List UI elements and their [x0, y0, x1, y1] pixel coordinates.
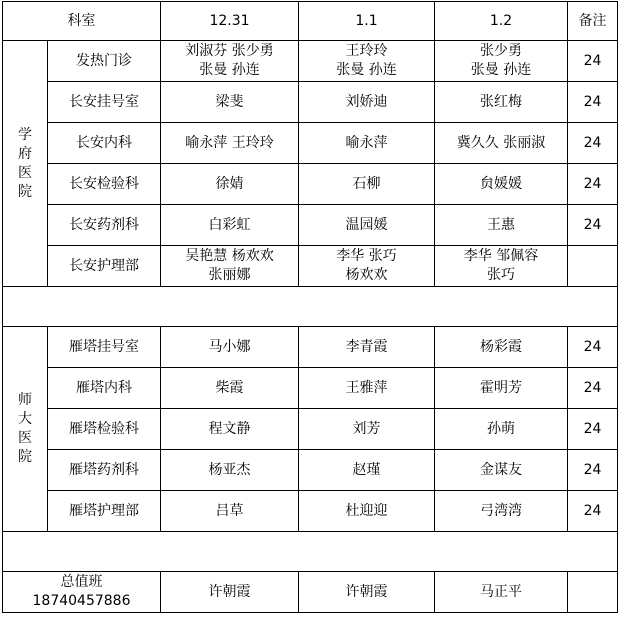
- staff-line: 杨欢欢: [345, 267, 388, 283]
- staff-line: 张红梅: [480, 93, 522, 110]
- duty-label: 总值班: [60, 574, 103, 590]
- staff-cell: [435, 246, 568, 287]
- staff-cell: [435, 450, 568, 491]
- hospital-char: 府: [18, 145, 32, 162]
- table-row: [3, 450, 618, 491]
- staff-cell: [299, 82, 435, 123]
- staff-cell: [435, 41, 568, 82]
- staff-cell: [161, 246, 299, 287]
- staff-line: 徐婧: [215, 175, 244, 192]
- note-cell: 24: [568, 409, 618, 450]
- staff-cell: [435, 205, 568, 246]
- duty-phone: 18740457886: [32, 593, 131, 609]
- staff-cell: [299, 205, 435, 246]
- dept-name: 长安检验科: [48, 164, 161, 205]
- staff-cell: [299, 409, 435, 450]
- staff-line: 温园媛: [345, 216, 388, 233]
- staff-cell: [435, 164, 568, 205]
- note-cell: 24: [568, 41, 618, 82]
- table-row: [3, 409, 618, 450]
- staff-cell: [161, 205, 299, 246]
- duty-staff-cell: 马正平: [435, 572, 568, 613]
- staff-cell: [435, 82, 568, 123]
- staff-cell: [299, 327, 435, 368]
- staff-line: 马小娜: [208, 338, 251, 355]
- header-row: [3, 2, 618, 41]
- hospital-char: 医: [18, 164, 32, 181]
- separator-row: [3, 287, 618, 327]
- staff-line: 冀久久 张丽淑: [456, 134, 546, 151]
- table-row: [3, 205, 618, 246]
- dept-name: 长安内科: [48, 123, 161, 164]
- staff-line: 杨亚杰: [208, 461, 251, 478]
- duty-row: [3, 572, 618, 613]
- staff-line: 王雅萍: [345, 379, 388, 396]
- staff-line: 李华 张巧: [336, 248, 397, 264]
- header-date: 1.1: [299, 2, 435, 41]
- hospital-char: 师: [18, 392, 32, 408]
- staff-cell: [435, 327, 568, 368]
- dept-name: 长安护理部: [48, 246, 161, 287]
- hospital-name: [3, 41, 48, 287]
- staff-cell: [161, 41, 299, 82]
- header-dept: 科室: [3, 2, 161, 41]
- staff-cell: [161, 164, 299, 205]
- staff-line: 霍明芳: [480, 379, 522, 396]
- staff-line: 张少勇: [480, 43, 522, 59]
- staff-line: 吴艳慧 杨欢欢: [185, 248, 274, 264]
- staff-line: 张丽娜: [208, 267, 251, 283]
- hospital-char: 大: [18, 411, 32, 427]
- staff-line: 石柳: [352, 175, 381, 192]
- dept-name: 长安药剂科: [48, 205, 161, 246]
- staff-cell: [161, 327, 299, 368]
- staff-line: 梁斐: [215, 93, 244, 110]
- hospital-char: 医: [18, 430, 32, 446]
- staff-line: 弓湾湾: [480, 502, 522, 519]
- staff-line: 王玲玲: [345, 43, 388, 59]
- note-cell: 24: [568, 450, 618, 491]
- dept-name: 雁塔挂号室: [48, 327, 161, 368]
- staff-line: 金谋友: [480, 461, 522, 478]
- header-date: 12.31: [161, 2, 299, 41]
- staff-cell: [435, 368, 568, 409]
- staff-line: 吕草: [215, 502, 244, 519]
- staff-cell: [161, 491, 299, 532]
- staff-line: 程文静: [208, 420, 251, 437]
- note-cell: 24: [568, 491, 618, 532]
- staff-cell: [161, 409, 299, 450]
- dept-name: 长安挂号室: [48, 82, 161, 123]
- hospital-char: 院: [18, 183, 32, 200]
- table-row: [3, 327, 618, 368]
- duty-staff-cell: 许朝霞: [161, 572, 299, 613]
- staff-line: 刘淑芬 张少勇: [185, 43, 274, 59]
- note-cell: 24: [568, 205, 618, 246]
- header-date: 1.2: [435, 2, 568, 41]
- separator-cell: [3, 532, 618, 572]
- staff-line: 王惠: [487, 216, 515, 233]
- duty-staff-cell: 许朝霞: [299, 572, 435, 613]
- note-cell: 24: [568, 164, 618, 205]
- staff-cell: [161, 123, 299, 164]
- separator-row: [3, 532, 618, 572]
- dept-name: 雁塔护理部: [48, 491, 161, 532]
- table-row: [3, 164, 618, 205]
- duty-note-cell: [568, 572, 618, 613]
- staff-line: 杨彩霞: [480, 338, 522, 355]
- note-cell: 24: [568, 82, 618, 123]
- staff-cell: [299, 450, 435, 491]
- staff-cell: [299, 164, 435, 205]
- staff-line: 喻永萍 王玲玲: [185, 134, 274, 151]
- staff-line: 柴霞: [215, 379, 244, 396]
- table-row: [3, 491, 618, 532]
- dept-name: 发热门诊: [48, 41, 161, 82]
- staff-cell: [435, 409, 568, 450]
- hospital-char: 学: [18, 126, 32, 143]
- duty-schedule-table: [2, 1, 618, 613]
- table-row: [3, 41, 618, 82]
- dept-name: 雁塔检验科: [48, 409, 161, 450]
- note-cell: 24: [568, 368, 618, 409]
- dept-name: 雁塔药剂科: [48, 450, 161, 491]
- separator-cell: [3, 287, 618, 327]
- staff-line: 李华 邹佩容: [463, 248, 539, 264]
- staff-cell: [161, 450, 299, 491]
- table-row: [3, 246, 618, 287]
- staff-line: 张巧: [487, 267, 515, 283]
- staff-line: 孙萌: [487, 420, 515, 437]
- staff-line: 刘娇迪: [345, 93, 388, 110]
- table-row: [3, 123, 618, 164]
- duty-label-cell: [3, 572, 161, 613]
- staff-cell: [299, 246, 435, 287]
- staff-cell: [161, 82, 299, 123]
- staff-cell: [299, 41, 435, 82]
- staff-line: 白彩虹: [208, 216, 251, 233]
- hospital-char: 院: [18, 449, 32, 465]
- staff-line: 张曼 孙连: [336, 62, 397, 78]
- staff-line: 张曼 孙连: [199, 62, 260, 78]
- table-row: [3, 368, 618, 409]
- header-note: 备注: [568, 2, 618, 41]
- staff-line: 李青霞: [345, 338, 388, 355]
- note-cell: 24: [568, 327, 618, 368]
- staff-cell: [299, 491, 435, 532]
- staff-cell: [435, 123, 568, 164]
- note-cell: 24: [568, 123, 618, 164]
- staff-cell: [299, 123, 435, 164]
- staff-cell: [435, 491, 568, 532]
- staff-cell: [299, 368, 435, 409]
- staff-line: 杜迎迎: [345, 502, 388, 519]
- dept-name: 雁塔内科: [48, 368, 161, 409]
- staff-line: 赵瑾: [352, 461, 381, 478]
- staff-line: 张曼 孙连: [470, 62, 532, 78]
- staff-cell: [161, 368, 299, 409]
- staff-line: 刘芳: [352, 420, 381, 437]
- note-cell: [568, 246, 618, 287]
- staff-line: 贠媛媛: [480, 175, 522, 192]
- staff-line: 喻永萍: [345, 134, 388, 151]
- hospital-name: [3, 327, 48, 532]
- table-row: [3, 82, 618, 123]
